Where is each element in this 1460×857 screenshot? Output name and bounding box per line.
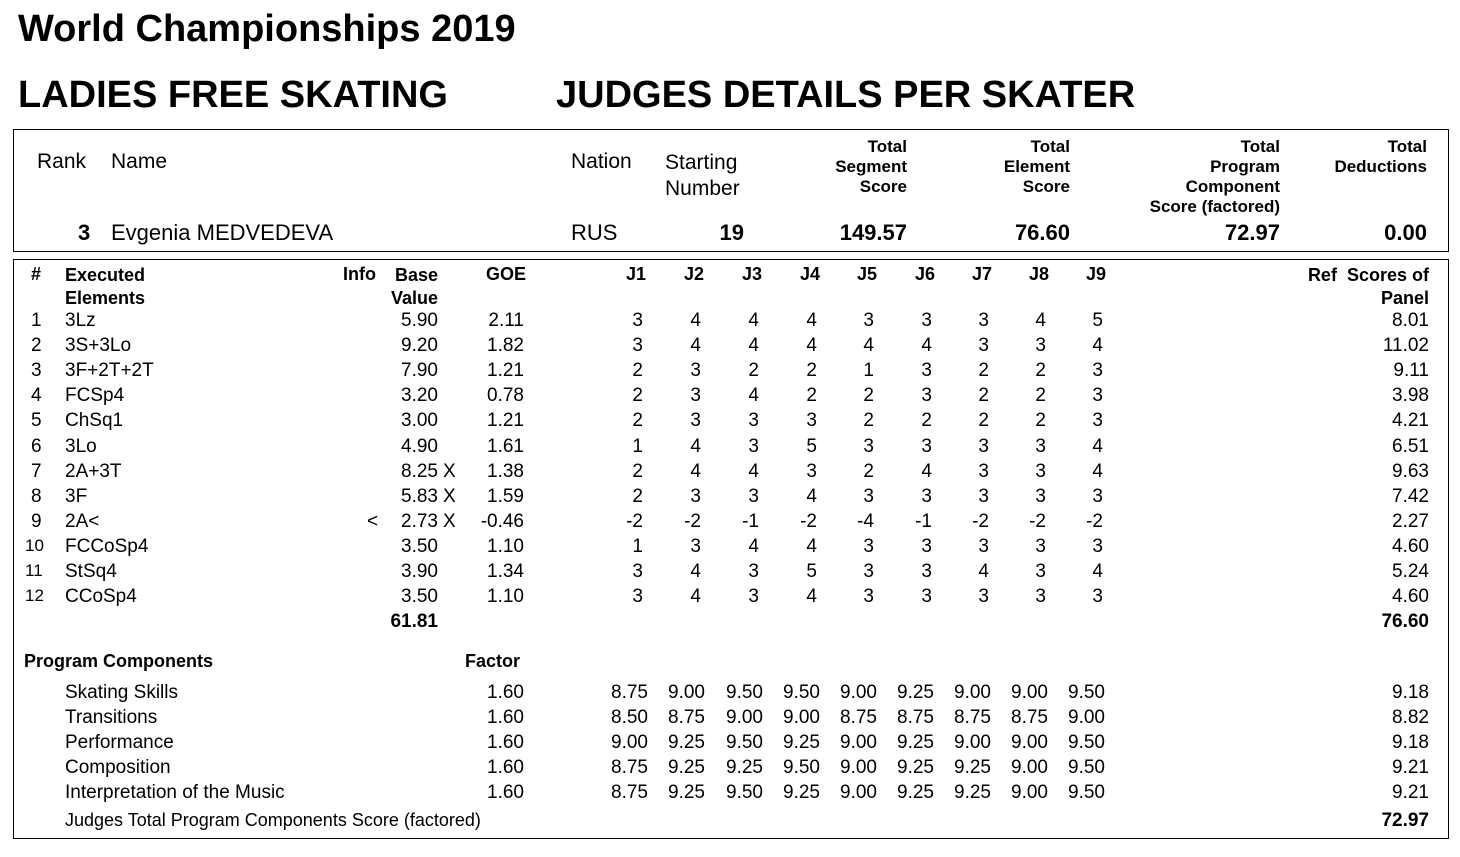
element-judge-score: 4 (1092, 335, 1103, 357)
element-judge-score: 4 (1092, 435, 1103, 457)
element-judge-score: 2 (632, 385, 643, 407)
element-name: FCSp4 (65, 385, 125, 407)
component-judge-score: 9.00 (1011, 757, 1048, 778)
component-judge-score: 9.50 (726, 782, 763, 803)
element-info: < (367, 510, 379, 532)
judge-header-3: J3 (741, 264, 763, 284)
component-name: Transitions (65, 707, 158, 728)
element-judge-score: 3 (1035, 586, 1046, 608)
factor-header: Factor (465, 651, 521, 671)
component-judge-score: 9.00 (840, 757, 877, 778)
element-x-marker: X (443, 460, 456, 482)
element-goe: 1.21 (487, 410, 524, 432)
element-judge-score: 2 (632, 410, 643, 432)
element-goe: 0.78 (487, 385, 524, 407)
element-base-value: 5.83 (401, 485, 438, 507)
element-name: StSq4 (65, 561, 117, 582)
element-judge-score: 1 (632, 435, 643, 457)
element-judge-score: 2 (806, 360, 817, 382)
component-judge-score: 8.75 (611, 757, 648, 778)
element-base-value: 3.90 (401, 561, 438, 582)
starting-number-label: Starting Number (665, 151, 740, 200)
skater-tss: 149.57 (839, 220, 907, 245)
element-goe: 1.10 (487, 586, 524, 608)
components-total-value: 72.97 (1381, 810, 1429, 831)
element-judge-score: 1 (863, 360, 874, 382)
element-panel-score: 6.51 (1392, 435, 1429, 457)
element-num: 2 (31, 335, 42, 357)
element-judge-score: 2 (921, 410, 932, 432)
component-judge-score: 9.25 (668, 782, 705, 803)
element-goe: 2.11 (488, 310, 524, 331)
component-judge-score: 8.75 (611, 682, 648, 703)
element-judge-score: 3 (632, 335, 643, 357)
program-components-title: Program Components (24, 651, 214, 671)
skater-nation: RUS (571, 220, 618, 245)
skater-deductions: 0.00 (1384, 220, 1427, 245)
element-judge-score: -2 (1086, 510, 1103, 532)
element-judge-score: -4 (857, 510, 874, 532)
element-panel-score: 8.01 (1392, 310, 1429, 331)
element-num: 4 (31, 385, 42, 407)
element-judge-score: 5 (806, 561, 817, 582)
element-judge-score: 2 (978, 360, 989, 382)
component-judge-score: 9.50 (1068, 782, 1105, 803)
element-base-value: 4.90 (401, 435, 438, 457)
component-judge-score: 9.00 (1011, 782, 1048, 803)
element-base-value: 3.50 (401, 535, 438, 557)
element-judge-score: 2 (978, 410, 989, 432)
component-panel-score: 9.21 (1392, 757, 1429, 778)
element-judge-score: 4 (806, 310, 817, 331)
judge-header-5: J5 (856, 264, 878, 284)
element-judge-score: 5 (806, 435, 817, 457)
component-factor: 1.60 (487, 732, 524, 753)
element-judge-score: 4 (921, 335, 932, 357)
skater-name: Evgenia MEDVEDEVA (111, 220, 334, 245)
element-judge-score: 2 (748, 360, 759, 382)
elements-base-total: 61.81 (390, 611, 438, 632)
component-panel-score: 9.21 (1392, 782, 1429, 803)
element-judge-score: 3 (690, 535, 701, 557)
element-base-value: 3.20 (401, 385, 438, 407)
component-judge-score: 9.00 (668, 682, 705, 703)
element-name: 3Lz (65, 310, 96, 331)
component-judge-score: 9.25 (783, 732, 820, 753)
component-judge-score: 9.25 (954, 782, 991, 803)
col-base-header: Base Value (390, 265, 438, 308)
component-judge-score: 9.00 (726, 707, 763, 728)
element-judge-score: 4 (748, 335, 759, 357)
component-judge-score: 9.50 (783, 682, 820, 703)
element-judge-score: 3 (978, 335, 989, 357)
element-judge-score: 4 (806, 586, 817, 608)
col-goe-header: GOE (486, 264, 527, 284)
element-judge-score: 3 (921, 485, 932, 507)
component-factor: 1.60 (487, 707, 524, 728)
element-goe: 1.34 (487, 561, 524, 582)
element-name: 3Lo (65, 435, 97, 457)
judge-header-7: J7 (971, 264, 993, 284)
element-judge-score: 4 (863, 335, 874, 357)
element-judge-score: 4 (978, 561, 989, 582)
elements-panel-total: 76.60 (1381, 611, 1429, 632)
element-judge-score: 3 (863, 485, 874, 507)
element-judge-score: 3 (1092, 385, 1103, 407)
element-judge-score: 3 (690, 485, 701, 507)
component-judge-score: 9.50 (726, 682, 763, 703)
element-judge-score: 4 (748, 385, 759, 407)
element-judge-score: 4 (806, 335, 817, 357)
element-base-value: 8.25 (401, 460, 438, 482)
element-judge-score: 3 (863, 310, 874, 331)
element-num: 12 (25, 586, 44, 606)
element-judge-score: 2 (1035, 385, 1046, 407)
component-judge-score: 9.25 (897, 732, 934, 753)
component-judge-score: 8.75 (611, 782, 648, 803)
element-judge-score: 3 (863, 535, 874, 557)
element-judge-score: 3 (921, 561, 932, 582)
element-judge-score: 2 (806, 385, 817, 407)
element-name: 2A+3T (65, 460, 122, 482)
component-name: Interpretation of the Music (65, 782, 285, 803)
element-judge-score: 2 (863, 460, 874, 482)
nation-label: Nation (571, 150, 632, 173)
element-name: ChSq1 (65, 410, 124, 432)
element-panel-score: 11.02 (1382, 335, 1429, 357)
element-judge-score: 2 (863, 410, 874, 432)
element-judge-score: 2 (632, 485, 643, 507)
element-judge-score: 3 (632, 310, 643, 331)
col-num-header: # (31, 264, 42, 284)
element-panel-score: 4.60 (1392, 535, 1429, 557)
element-panel-score: 9.63 (1392, 460, 1429, 482)
skater-rank: 3 (78, 220, 91, 245)
element-judge-score: 3 (978, 586, 989, 608)
component-judge-score: 8.75 (897, 707, 934, 728)
element-judge-score: 2 (978, 385, 989, 407)
element-panel-score: 5.24 (1392, 561, 1429, 582)
component-judge-score: 9.50 (783, 757, 820, 778)
element-judge-score: 4 (921, 460, 932, 482)
component-factor: 1.60 (487, 782, 524, 803)
element-base-value: 7.90 (401, 360, 438, 382)
element-judge-score: 3 (632, 586, 643, 608)
element-judge-score: 3 (978, 435, 989, 457)
component-judge-score: 9.00 (954, 682, 991, 703)
element-judge-score: 2 (632, 460, 643, 482)
element-judge-score: 4 (690, 310, 701, 331)
component-name: Performance (65, 732, 174, 753)
element-judge-score: 1 (632, 535, 643, 557)
element-num: 3 (31, 360, 42, 382)
element-judge-score: -2 (626, 510, 643, 532)
component-judge-score: 9.25 (726, 757, 763, 778)
element-judge-score: 3 (748, 561, 759, 582)
element-judge-score: 4 (690, 335, 701, 357)
event-title: World Championships 2019 (18, 8, 516, 50)
element-judge-score: 3 (1035, 535, 1046, 557)
segment-title: LADIES FREE SKATING (18, 74, 448, 116)
element-judge-score: -1 (915, 510, 932, 532)
element-panel-score: 4.21 (1392, 410, 1429, 432)
element-judge-score: 5 (1092, 310, 1103, 331)
element-panel-score: 7.42 (1392, 485, 1429, 507)
element-judge-score: 3 (1035, 435, 1046, 457)
component-judge-score: 9.00 (783, 707, 820, 728)
col-info-header: Info (343, 264, 376, 284)
element-judge-score: 4 (690, 586, 701, 608)
component-judge-score: 9.50 (1068, 682, 1105, 703)
element-judge-score: 4 (1092, 460, 1103, 482)
component-name: Skating Skills (65, 682, 178, 703)
element-num: 7 (31, 460, 42, 482)
element-num: 6 (31, 435, 42, 457)
component-judge-score: 9.50 (1068, 757, 1105, 778)
deductions-label: Total Deductions (1334, 137, 1427, 176)
component-judge-score: 9.25 (668, 732, 705, 753)
element-num: 8 (31, 485, 42, 507)
element-judge-score: 3 (1035, 485, 1046, 507)
element-judge-score: 3 (863, 435, 874, 457)
element-num: 9 (31, 510, 42, 532)
element-goe: 1.21 (487, 360, 524, 382)
element-judge-score: 3 (1035, 335, 1046, 357)
judge-header-2: J2 (683, 264, 705, 284)
component-judge-score: 9.50 (1068, 732, 1105, 753)
element-num: 10 (25, 535, 44, 555)
element-name: CCoSp4 (65, 586, 137, 608)
element-panel-score: 2.27 (1392, 510, 1429, 532)
element-judge-score: 3 (863, 561, 874, 582)
component-judge-score: 9.00 (1011, 682, 1048, 703)
element-judge-score: 3 (806, 460, 817, 482)
component-judge-score: 9.00 (1011, 732, 1048, 753)
component-panel-score: 9.18 (1392, 682, 1429, 703)
component-judge-score: 8.75 (1011, 707, 1048, 728)
element-judge-score: 3 (978, 535, 989, 557)
tes-label: Total Element Score (1003, 137, 1070, 196)
element-judge-score: 3 (921, 435, 932, 457)
element-judge-score: 2 (632, 360, 643, 382)
element-judge-score: 3 (1035, 561, 1046, 582)
element-judge-score: 3 (978, 460, 989, 482)
element-judge-score: 3 (1092, 410, 1103, 432)
report-title: JUDGES DETAILS PER SKATER (556, 74, 1136, 116)
component-judge-score: 9.25 (783, 782, 820, 803)
element-goe: 1.10 (487, 535, 524, 557)
skater-starting-number: 19 (719, 220, 744, 245)
element-judge-score: 3 (921, 310, 932, 331)
element-judge-score: 3 (863, 586, 874, 608)
element-judge-score: 4 (806, 485, 817, 507)
element-judge-score: 4 (1035, 310, 1046, 331)
component-panel-score: 8.82 (1392, 707, 1429, 728)
element-goe: 1.59 (487, 485, 524, 507)
judge-header-9: J9 (1085, 264, 1107, 284)
element-judge-score: 4 (748, 310, 759, 331)
element-judge-score: 3 (921, 586, 932, 608)
component-name: Composition (65, 757, 171, 778)
element-judge-score: 2 (1035, 360, 1046, 382)
judge-header-6: J6 (914, 264, 936, 284)
element-judge-score: 3 (748, 586, 759, 608)
element-goe: -0.46 (480, 510, 524, 532)
element-judge-score: 4 (748, 460, 759, 482)
element-name: 3S+3Lo (65, 335, 132, 357)
element-base-value: 5.90 (401, 310, 438, 331)
skater-tes: 76.60 (1014, 220, 1070, 245)
element-judge-score: 3 (748, 485, 759, 507)
element-panel-score: 4.60 (1392, 586, 1429, 608)
element-x-marker: X (443, 510, 456, 532)
element-num: 5 (31, 410, 42, 432)
element-judge-score: 4 (806, 535, 817, 557)
components-total-label: Judges Total Program Components Score (factored) (65, 810, 481, 830)
name-label: Name (111, 150, 168, 173)
element-judge-score: 4 (690, 561, 701, 582)
element-judge-score: -2 (972, 510, 989, 532)
element-judge-score: 3 (690, 410, 701, 432)
element-judge-score: 3 (748, 435, 759, 457)
element-judge-score: 2 (1035, 410, 1046, 432)
element-judge-score: 3 (690, 360, 701, 382)
element-panel-score: 3.98 (1392, 385, 1429, 407)
element-judge-score: 3 (978, 310, 989, 331)
element-judge-score: 3 (748, 410, 759, 432)
element-judge-score: 3 (921, 535, 932, 557)
skater-pcs: 72.97 (1224, 220, 1280, 245)
pcs-label: Total Program Component Score (factored) (1149, 137, 1280, 216)
element-goe: 1.61 (487, 435, 524, 457)
element-panel-score: 9.11 (1393, 360, 1429, 382)
component-judge-score: 8.75 (668, 707, 705, 728)
component-judge-score: 9.25 (954, 757, 991, 778)
element-judge-score: 3 (921, 360, 932, 382)
element-judge-score: 4 (690, 435, 701, 457)
component-judge-score: 9.00 (840, 782, 877, 803)
component-judge-score: 8.75 (840, 707, 877, 728)
col-elements-header: Executed Elements (65, 265, 146, 308)
component-judge-score: 8.75 (954, 707, 991, 728)
tss-label: Total Segment Score (835, 137, 907, 196)
element-judge-score: 3 (1092, 360, 1103, 382)
element-base-value: 3.50 (401, 586, 438, 608)
element-goe: 1.82 (487, 335, 524, 357)
element-judge-score: -2 (800, 510, 817, 532)
component-judge-score: 9.25 (897, 682, 934, 703)
component-panel-score: 9.18 (1392, 732, 1429, 753)
element-judge-score: 3 (690, 385, 701, 407)
element-name: 2A< (65, 510, 100, 532)
element-judge-score: 4 (748, 535, 759, 557)
component-judge-score: 9.25 (897, 757, 934, 778)
element-judge-score: -2 (684, 510, 701, 532)
component-judge-score: 9.00 (954, 732, 991, 753)
element-base-value: 3.00 (401, 410, 438, 432)
element-judge-score: 2 (863, 385, 874, 407)
element-judge-score: -1 (742, 510, 759, 532)
component-judge-score: 9.50 (726, 732, 763, 753)
element-judge-score: 3 (806, 410, 817, 432)
component-judge-score: 9.00 (1068, 707, 1105, 728)
element-judge-score: 3 (978, 485, 989, 507)
judge-header-1: J1 (625, 264, 647, 284)
component-judge-score: 9.00 (840, 682, 877, 703)
component-judge-score: 9.25 (668, 757, 705, 778)
element-name: 3F (65, 485, 88, 507)
element-judge-score: 3 (921, 385, 932, 407)
element-num: 11 (25, 561, 43, 580)
component-factor: 1.60 (487, 757, 524, 778)
component-judge-score: 8.50 (611, 707, 648, 728)
element-base-value: 9.20 (401, 335, 438, 357)
element-name: 3F+2T+2T (65, 360, 154, 382)
element-num: 1 (31, 310, 42, 331)
component-judge-score: 9.25 (897, 782, 934, 803)
element-judge-score: -2 (1029, 510, 1046, 532)
element-judge-score: 3 (1092, 485, 1103, 507)
element-judge-score: 4 (1092, 561, 1103, 582)
col-panel-header: Ref Scores of Panel (1307, 265, 1429, 308)
element-x-marker: X (443, 485, 456, 507)
component-judge-score: 9.00 (611, 732, 648, 753)
element-name: FCCoSp4 (65, 535, 149, 557)
element-judge-score: 3 (1092, 535, 1103, 557)
element-judge-score: 3 (1092, 586, 1103, 608)
element-judge-score: 3 (1035, 460, 1046, 482)
element-judge-score: 4 (690, 460, 701, 482)
component-judge-score: 9.00 (840, 732, 877, 753)
element-goe: 1.38 (487, 460, 524, 482)
judge-header-4: J4 (799, 264, 821, 284)
component-factor: 1.60 (487, 682, 524, 703)
judge-header-8: J8 (1028, 264, 1050, 284)
element-base-value: 2.73 (401, 510, 438, 532)
rank-label: Rank (37, 150, 87, 173)
element-judge-score: 3 (632, 561, 643, 582)
